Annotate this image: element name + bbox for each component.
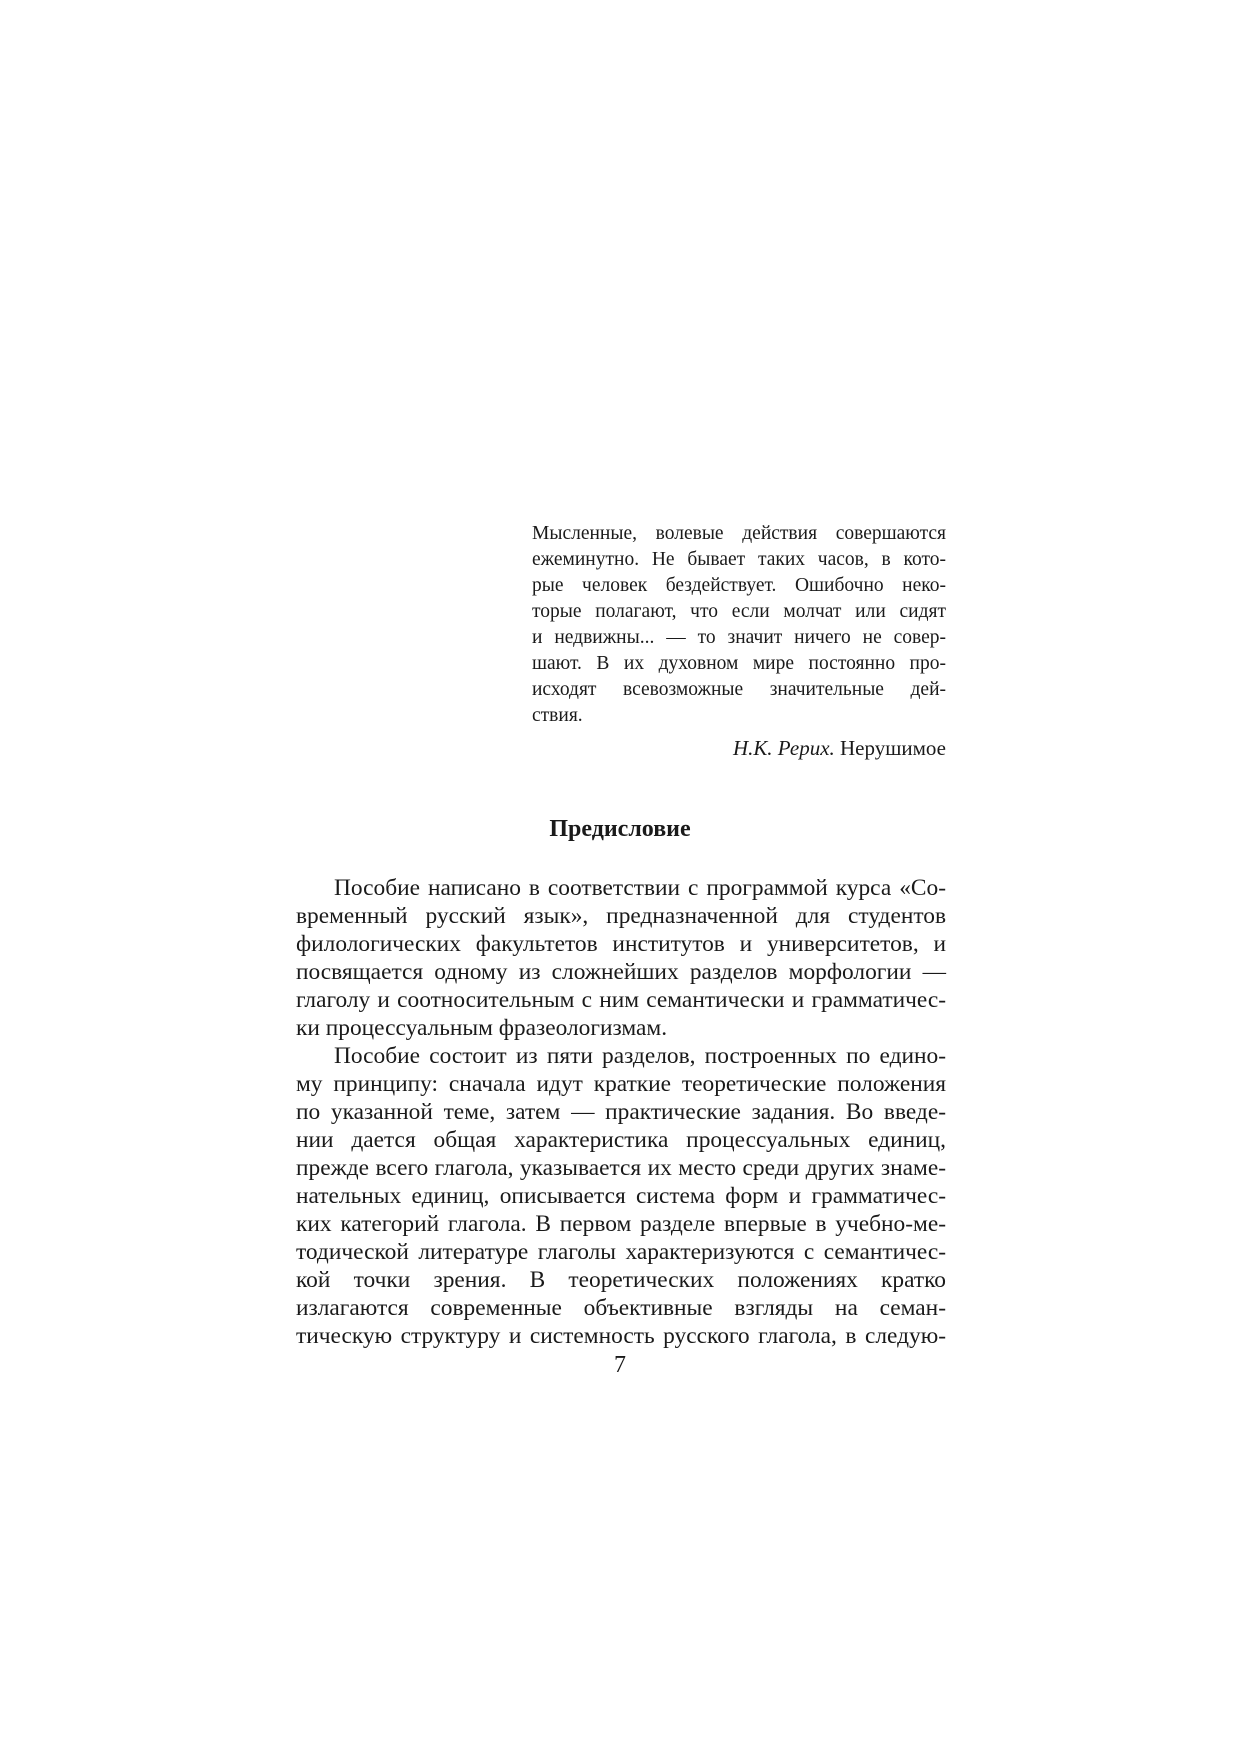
epigraph-line: и недвижны... — то значит ничего не совер-	[532, 627, 946, 648]
section-heading: Предисловие	[549, 816, 691, 842]
paragraph-line: филологических факультетов институтов и университетов, и	[296, 931, 946, 957]
paragraph-line: излагаются современные объективные взгляды на семан-	[296, 1295, 946, 1321]
epigraph-line: исходят всевозможные значительные дей-	[532, 679, 946, 700]
paragraph-line: ких категорий глагола. В первом разделе впервые в учебно-ме-	[296, 1211, 946, 1237]
epigraph-line: Мысленные, волевые действия совершаются	[532, 523, 946, 544]
paragraph-line: нии дается общая характеристика процессуальных единиц,	[296, 1127, 946, 1153]
page-number: 7	[614, 1352, 626, 1378]
paragraph-line: Пособие написано в соответствии с программой курса «Со-	[334, 875, 946, 901]
attribution-work: Нерушимое	[840, 736, 946, 760]
epigraph-line: шают. В их духовном мире постоянно про-	[532, 653, 946, 674]
epigraph-line: ствия.	[532, 705, 583, 726]
paragraph-line: Пособие состоит из пяти разделов, построенных по едино-	[334, 1043, 946, 1069]
paragraph-line: кой точки зрения. В теоретических положениях кратко	[296, 1267, 946, 1293]
paragraph-line: му принципу: сначала идут краткие теоретические положения	[296, 1071, 946, 1097]
paragraph-line: временный русский язык», предназначенной для студентов	[296, 903, 946, 929]
epigraph-line: торые полагают, что если молчат или сидят	[532, 601, 946, 622]
paragraph-line: тодической литературе глаголы характеризуются с семантичес-	[296, 1239, 946, 1265]
paragraph-line: глаголу и соотносительным с ним семантически и грамматичес-	[296, 987, 946, 1013]
epigraph-attribution	[733, 736, 946, 761]
paragraph-line: тическую структуру и системность русского глагола, в следую-	[296, 1323, 946, 1349]
paragraph-line: посвящается одному из сложнейших разделов морфологии —	[296, 959, 946, 985]
epigraph-line: ежеминутно. Не бывает таких часов, в кото-	[532, 549, 946, 570]
epigraph-line: рые человек бездействует. Ошибочно неко-	[532, 575, 946, 596]
paragraph-line: прежде всего глагола, указывается их место среди других знаме-	[296, 1155, 946, 1181]
attribution-author: Н.К. Рерих.	[732, 736, 835, 760]
paragraph-line: по указанной теме, затем — практические задания. Во введе-	[296, 1099, 946, 1125]
paragraph-line: ки процессуальным фразеологизмам.	[296, 1015, 668, 1041]
paragraph-line: нательных единиц, описывается система форм и грамматичес-	[296, 1183, 946, 1209]
